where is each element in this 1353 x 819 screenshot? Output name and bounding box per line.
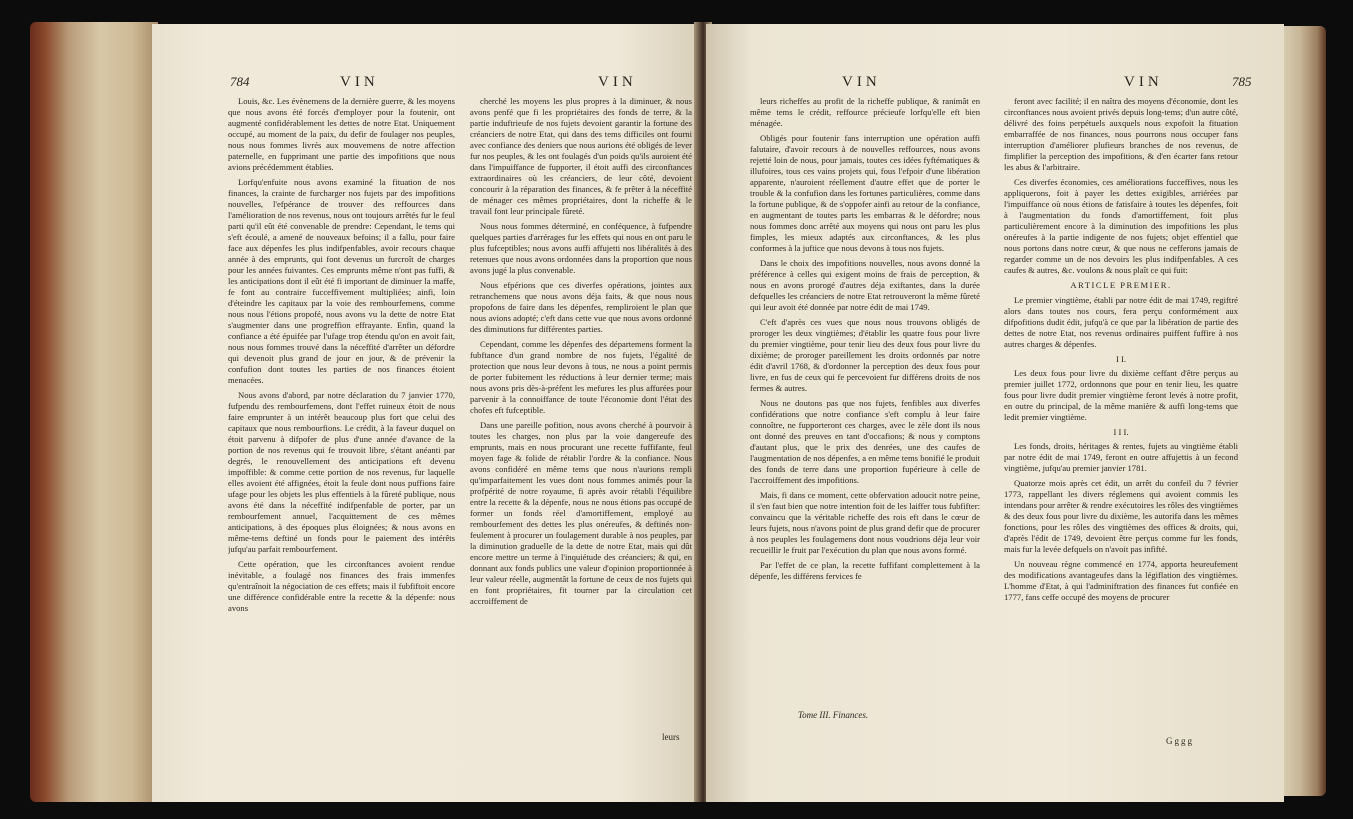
right-page-column-1	[750, 96, 980, 704]
left-page-edges	[30, 22, 158, 802]
left-page-number: 784	[230, 74, 250, 89]
paragraph: leurs richeffes au profit de la richeffe publique, & ranimât en même tems le crédit, reffource précieufe lorfqu'elle eft bien ménagée.	[750, 96, 980, 128]
paragraph: Obligés pour foutenir fans interruption une opération auffi falutaire, d'avoir recours à de nouvelles reffources, nous avons rejetté loin de nous, pour jamais, toutes ces idées fyftématiques & illufoires, tous ces vains projets qui, fous l'efpoir d'une libération apparente, n'auroient réellement d'autre effet que de porter le trouble & la confufion dans les fortunes particulières, comme dans la fortune publique, & de s'oppofer ainfi au retour de la confiance, en augmentant de toutes parts les embarras & le défordre; nous nous fommes donc arrêté aux moyens qui nous ont paru les plus fimples, les mieux adaptés aux circonftances, & les plus conformes à la juftice que nous devons à tous nos fujets.	[750, 133, 980, 253]
paragraph: Nous avons d'abord, par notre déclaration du 7 janvier 1770, fufpendu des rembourfemens, dont l'effet ruineux étoit de nous faire emprunter à un intérêt beaucoup plus fort que celui des capitaux que nous rembourfions. Le crédit, à la faveur duquel on étoit parvenu à difpofer de plus d'une année d'avance de la portion de nos revenus qui fe trouvoit libre, s'étant anéanti par degrés, le renouvellement des anticipations eft devenu impoffible: & comme cette portion de nos revenus, fur laquelle elles avoient été affignées, étoit la feule dont nous puffions faire ufage pour les objets les plus effentiels à la fûreté publique, nous avons été dans la néceffité indifpenfable de porter, par un rembourfement annuel, l'acquittement de ces mêmes anticipations, à des époques plus éloignées; & nous avons en même-tems deftiné un fonds pour le paiement des intérêts jufqu'au parfait rembourfement.	[228, 390, 455, 554]
paragraph: Dans une pareille pofition, nous avons cherché à pourvoir à toutes les charges, non plus par la voie dangereufe des emprunts, mais en nous procurant une recette fuffifante, feul moyen fage & folide de rétablir l'ordre & la confiance. Nous avons confidéré en même tems que nous n'aurions rempli qu'imparfaitement les vues dont nous fommes animés pour la profpérité de notre royaume, fi après avoir rétabli l'équilibre entre la recette & la dépenfe, nous ne nous étions pas occupé de former un fonds réel d'amortiffement, employé au rembourfement des dettes les plus onéreufes, & deftinés non-feulement à procurer un foulagement durable à nos peuples, par la diminution graduelle de la dette de notre Etat, mais qui dût encore mettre un terme à l'inquiétude des créanciers; & qui, en donnant aux fonds publics une valeur d'opinion proportionnée à leur valeur réelle, augmentât la fortune de ceux de nos fujets qui en font propriétaires, fit tourner par la circulation cet accroiffement de	[470, 420, 692, 606]
left-head-title-1: VIN	[340, 74, 379, 90]
paragraph: Louis, &c. Les évènemens de la dernière guerre, & les moyens que nous avons été forcés d'employer pour la foutenir, ont augmenté confidérablement les dettes de notre Etat. Uniquement occupé, au moment de la paix, du defir de foulager nos peuples, nous nous fommes livrés aux mouvemens de notre affection paternelle, en fupprimant une partie des impofitions que nous avions précédemment établies.	[228, 96, 455, 172]
left-head-title-2: VIN	[598, 74, 637, 90]
paragraph: feront avec facilité; il en naîtra des moyens d'économie, dont les circonftances nous avoient privés depuis long-tems; d'un autre côté, délivré des foins perpétuels auxquels nous expofoit la fituation embarraffée de nos finances, nous pourrons nous occuper fans interruption d'améliorer plufieurs branches de nos revenus, de fimplifier la perception des impofitions, & d'en écarter fans retour les abus & l'arbitraire.	[1004, 96, 1238, 172]
paragraph: Nous efpérions que ces diverfes opérations, jointes aux retranchemens que nous avons déja faits, & que nous nous propofons de faire dans les dépenfes, rempliroient le plan que nous avions adopté; c'eft dans cette vue que nous avons ordonné des diminutions fur différentes parties.	[470, 280, 692, 334]
left-page-column-1	[228, 96, 455, 748]
volume-footer: Tome III. Finances.	[798, 710, 869, 720]
paragraph: Les deux fous pour livre du dixième ceffant d'être perçus au premier juillet 1772, ordonnons que pour en tenir lieu, les quatre fous pour livre dudit premier vingtième feront levés à notre profit, en outre du principal, de la même manière & auffi long-tems que ledit premier vingtième.	[1004, 368, 1238, 422]
paragraph: Cette opération, que les circonftances avoient rendue inévitable, a foulagé nos finances des frais immenfes qu'entraînoit la négociation de ces effets; mais il fubfiftoit encore une différence confidérable entre la recette & la dépenfe: nous avons	[228, 559, 455, 613]
paragraph: Les fonds, droits, héritages & rentes, fujets au vingtième établi par notre édit de mai 1749, feront en outre affujettis à un fecond vingtième, jufqu'au premier janvier 1781.	[1004, 441, 1238, 473]
paragraph: Quatorze mois après cet édit, un arrêt du confeil du 7 février 1773, rappellant les divers réglemens qui avoient commis les intendans pour arrêter & rendre exécutoires les rôles des vingtièmes & des deux fous pour livre du dixième, les autorifa dans les mêmes fonctions, pour les rôles des vingtièmes des offices & droits, qui, d'après l'édit de 1749, devoient être perçus comme fur les fonds, mais fur la levée defquels on n'avoit pas infifté.	[1004, 478, 1238, 554]
paragraph: cherché les moyens les plus propres à la diminuer, & nous avons penfé que fi les propriétaires des fonds de terre, & la partie induftrieufe de nos fujets devoient garantir la fortune des créanciers de notre Etat, qui dans des tems difficiles ont fourni avec confiance des deniers que nous aurions été obligés de lever fur nos peuples, & les ont foulagés d'un poids qu'ils auroient été dans l'impuiffance de fupporter, il étoit auffi des circonftances extraordinaires où les créanciers, de leur côté, devoient concourir à la réparation des finances, & fe prêter à la néceffité de ménager ces mêmes propriétaires, dont la richeffe & le travail font leur principale fûreté.	[470, 96, 692, 216]
right-page-number: 785	[1232, 74, 1252, 89]
left-page-column-2	[470, 96, 692, 736]
right-page	[706, 24, 1284, 802]
left-catchword: leurs	[662, 732, 680, 742]
paragraph: Un nouveau règne commencé en 1774, apporta heureufement des modifications avantageufes dans la légiflation des vingtièmes. L'homme d'Etat, à qui l'adminiftration des finances fut confiée en 1777, fans ceffe occupé des moyens de procurer	[1004, 559, 1238, 602]
paragraph: I I I.	[1113, 427, 1129, 437]
paragraph: ARTICLE PREMIER.	[1070, 280, 1172, 290]
paragraph: C'eft d'après ces vues que nous nous trouvons obligés de proroger les deux vingtièmes; d'établir les quatre fous pour livre du premier vingtième, pour tenir lieu des deux fous pour livre du dixième; de proroger pareillement les droits ordonnés par notre édit d'avril 1768, & d'ordonner la perception des deux fous pour livre, en fus de ceux qui fe percevoient fur différens droits de nos fermes & autres.	[750, 317, 980, 393]
signature-mark: Gggg	[1166, 736, 1194, 746]
paragraph: Cependant, comme les dépenfes des départemens forment la fubftance d'un grand nombre de nos fujets, l'égalité de protection que nous leur devons à tous, ne nous a point permis de porter fubitement les réductions à leur dernier terme; mais nous avons pris dès-à-préfent les mefures les plus affurées pour parvenir à la connoiffance de toute l'économie dont l'état des chofes eft fufceptible.	[470, 339, 692, 415]
paragraph: Ces diverfes économies, ces améliorations fucceffives, nous les appliquerons, foit à payer les dettes exigibles, arriérées par l'impuiffance où nous étions de fatisfaire à toutes les dépenfes, foit à l'augmentation du fonds d'amortiffement, foit plus particulièrement encore à la diminution des impofitions les plus onéreufes à la partie indigente de nos fujets; objet effentiel que nous portons dans notre cœur, & que nous ne cefferons jamais de regarder comme un de nos devoirs les plus indifpenfables. A ces caufes & autres, &c. voulons & nous plaît ce qui fuit:	[1004, 177, 1238, 275]
right-head-title-2: VIN	[1124, 74, 1163, 90]
paragraph: Dans le choix des impofitions nouvelles, nous avons donné la préférence à celles qui exigent moins de frais de perception, & nous en avons prorogé d'autres déja exiftantes, dans la durée defquelles les créanciers de notre Etat retrouveront la même fûreté qui leur avoit été donnée par notre édit de mai 1749.	[750, 258, 980, 312]
right-page-edges	[1282, 26, 1326, 796]
paragraph: Nous nous fommes déterminé, en conféquence, à fufpendre quelques parties d'arrérages fur les effets qui nous en ont paru le plus fufceptibles; nous avons auffi affujetti nos libéralités à des retenues que nous avons ordonnées dans la proportion que nous avons jugé la plus convenable.	[470, 221, 692, 275]
right-running-head	[736, 72, 1266, 92]
left-page	[152, 24, 700, 802]
paragraph: Le premier vingtième, établi par notre édit de mai 1749, regiftré alors dans toutes nos cours, fera perçu conformément aux difpofitions dudit édit, jufqu'à ce que par la libération de partie des dettes de notre Etat, nos revenus ordinaires puiffent fuffire à nos autres charges & dépenfes.	[1004, 295, 1238, 349]
paragraph: Mais, fi dans ce moment, cette obfervation adoucit notre peine, il s'en faut bien que notre intention foit de les laiffer tous fubfifter: convaincu que la véritable richeffe des rois eft dans le cœur de leurs fujets, nous n'avons point de plus grand defir que de procurer à nos peuples les foulagemens dont nous voudrions déja leur voir recueillir le fruit par l'exécution du plan que nous avons formé.	[750, 490, 980, 555]
right-page-column-2	[1004, 96, 1238, 736]
right-head-title-1: VIN	[842, 74, 881, 90]
left-running-head	[230, 72, 690, 92]
paragraph: Lorfqu'enfuite nous avons examiné la fituation de nos finances, la crainte de furcharger nos fujets par des impofitions nouvelles, l'efpérance de trouver des reffources dans l'amélioration de nos revenus, nous ont toujours arrêtés fur le feul parti qu'il eût été convenable de prendre: Cependant, le tems qui s'eft écoulé, a amené de nouveaux befoins; il a fallu, pour faire face aux dépenfes les plus indifpenfables, avoir recours chaque année à des emprunts, qui font devenus un furcroît de charges pour les années fuivantes. Ces emprunts même n'ont pas fuffi, & les anticipations dont il eût été fi important de diminuer la maffe, fe font au contraire fucceffivement multipliées; ainfi, loin d'éteindre les capitaux par la voie des rembourfemens, comme nous nous l'étions propofé, nous avons vu la dette de notre Etat s'augmenter dans une progreffion effrayante. Enfin, quand la confiance a été épuifée par l'ufage trop étendu qu'on en avoit fait, nous nous fommes trouvé dans la néceffité d'arrêter un défordre qui devenoit plus grand de jour en jour, & de prévenir la confufion dont toutes les parties de nos finances étoient menacées.	[228, 177, 455, 385]
paragraph: Nous ne doutons pas que nos fujets, fenfibles aux diverfes confidérations que notre confiance s'eft complu à leur faire connoître, ne fupporteront ces charges, avec le zèle dont ils nous ont donné des preuves en tant d'occafions; & nous y comptons d'autant plus, que le prix des denrées, une des caufes de l'augmentation de nos dépenfes, a en même tems bonifié le produit des fonds de terre dans une proportion fupérieure à celle de l'accroiffement des impofitions.	[750, 398, 980, 485]
paragraph: I I.	[1115, 354, 1127, 364]
paragraph: Par l'effet de ce plan, la recette fuffifant complettement à la dépenfe, les différens fervices fe	[750, 560, 980, 581]
